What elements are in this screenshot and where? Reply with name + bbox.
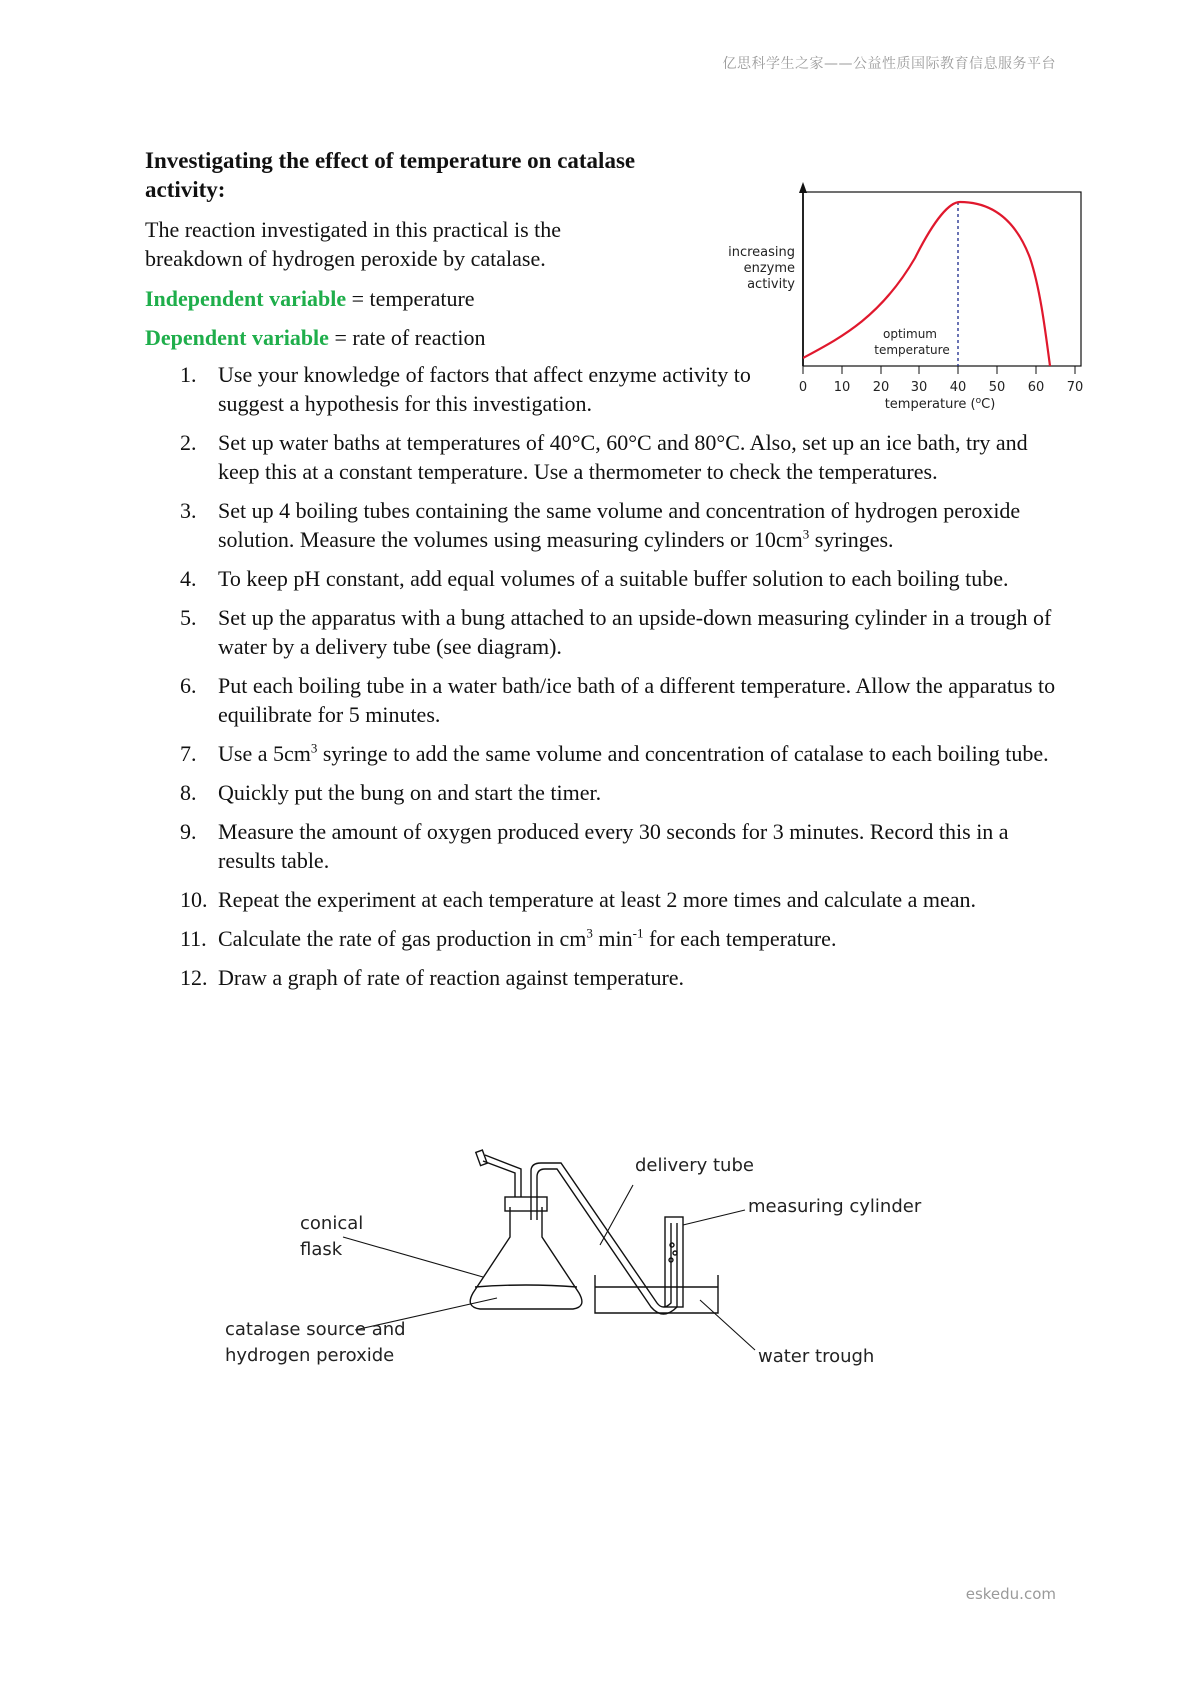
step-text: Use a 5cm	[218, 741, 311, 766]
y-axis-arrow-icon	[799, 182, 807, 193]
dependent-variable-label: Dependent variable	[145, 325, 329, 350]
dependent-variable	[145, 323, 486, 352]
x-tick-label: 10	[833, 380, 851, 395]
independent-variable	[145, 284, 475, 313]
y-axis-label	[728, 245, 795, 292]
superscript: 3	[802, 526, 810, 542]
apparatus-diagram	[215, 1125, 985, 1370]
step-number: 7.	[180, 741, 197, 766]
page-header: 亿思科学生之家——公益性质国际教育信息服务平台	[722, 56, 1056, 72]
optimum-label-line: optimum	[883, 327, 937, 341]
flask-liquid-line	[475, 1285, 577, 1287]
conical-flask-pointer	[343, 1237, 483, 1277]
step-text: Draw a graph of rate of reaction against temperature.	[218, 965, 685, 990]
conical-flask-label: flask	[300, 1239, 343, 1260]
y-axis-label-line: enzyme	[743, 261, 795, 276]
step-number: 5.	[180, 605, 197, 630]
step-number: 10.	[180, 887, 208, 912]
superscript: 3	[310, 740, 318, 756]
step-text: Quickly put the bung on and start the timer.	[218, 780, 602, 805]
step-item	[145, 739, 1065, 768]
step-text: syringe to add the same volume and concentration of catalase to each boiling tube.	[317, 741, 1049, 766]
step-text: To keep pH constant, add equal volumes of a suitable buffer solution to each boiling tube.	[218, 566, 1009, 591]
conical-flask	[470, 1207, 582, 1309]
water-trough	[595, 1275, 718, 1313]
x-ticks	[803, 366, 1075, 374]
conical-flask-label: conical	[300, 1213, 364, 1234]
water-trough-label: water trough	[758, 1346, 875, 1367]
step-number: 4.	[180, 566, 197, 591]
step-item	[145, 778, 1065, 807]
gas-bubble	[670, 1243, 674, 1247]
step-text: Set up 4 boiling tubes containing the same volume and concentration of hydrogen peroxide solution. Measure the volumes using measuring cylinders or 10cm	[218, 498, 1021, 552]
step-item	[145, 428, 1065, 486]
step-item	[145, 963, 1065, 992]
catalase-label: hydrogen peroxide	[225, 1345, 395, 1366]
delivery-tube-pointer	[600, 1185, 633, 1245]
step-item	[145, 885, 1065, 914]
x-tick-labels	[799, 380, 1083, 395]
step-text: Use your knowledge of factors that affect enzyme activity to suggest a hypothesis for this investigation.	[218, 362, 751, 416]
x-tick-label: 20	[872, 380, 890, 395]
superscript: 3	[586, 925, 593, 941]
apparatus-labels	[225, 1155, 922, 1367]
delivery-tube-label: delivery tube	[635, 1155, 754, 1176]
step-text: Repeat the experiment at each temperature at least 2 more times and calculate a mean.	[218, 887, 977, 912]
step-text: syringes.	[809, 527, 894, 552]
step-text: min	[592, 926, 633, 951]
section-title: Investigating the effect of temperature on catalase activity:	[145, 148, 636, 202]
measuring-cylinder-pointer	[683, 1210, 745, 1225]
measuring-cylinder	[665, 1217, 683, 1307]
delivery-tube-inner	[537, 1169, 677, 1314]
step-item	[145, 564, 1065, 593]
x-tick-label: 30	[910, 380, 928, 395]
step-item	[145, 817, 1065, 875]
y-axis-label-line: activity	[747, 277, 795, 292]
step-text: Calculate the rate of gas production in cm	[218, 926, 587, 951]
catalase-label: catalase source and	[225, 1319, 406, 1340]
intro-paragraph: The reaction investigated in this practical is the breakdown of hydrogen peroxide by catalase.	[145, 217, 562, 271]
step-text: Put each boiling tube in a water bath/ice bath of a different temperature. Allow the apparatus to equilibrate for 5 minutes.	[218, 673, 1056, 727]
step-item	[145, 360, 778, 418]
activity-curve	[803, 202, 1050, 366]
optimum-label-line: temperature	[874, 343, 950, 357]
enzyme-activity-graph	[710, 178, 1100, 418]
step-item	[145, 603, 1065, 661]
step-number: 12.	[180, 965, 208, 990]
x-tick-label: 0	[798, 380, 808, 395]
step-text: Measure the amount of oxygen produced every 30 seconds for 3 minutes. Record this in a results table.	[218, 819, 1009, 873]
bung	[505, 1197, 547, 1211]
gas-bubble	[673, 1251, 677, 1255]
step-text: for each temperature.	[643, 926, 837, 951]
step-text: Set up the apparatus with a bung attached to an upside-down measuring cylinder in a trough of water by a delivery tube (see diagram).	[218, 605, 1052, 659]
measuring-cylinder-label: measuring cylinder	[748, 1196, 922, 1217]
step-number: 9.	[180, 819, 197, 844]
step-number: 8.	[180, 780, 197, 805]
step-item	[145, 924, 1065, 953]
step-number: 3.	[180, 498, 197, 523]
step-number: 2.	[180, 430, 197, 455]
step-number: 11.	[180, 926, 207, 951]
step-text: Set up water baths at temperatures of 40°C, 60°C and 80°C. Also, set up an ice bath, try and keep this at a constant temperature. Use a thermometer to check the temperatures.	[218, 430, 1028, 484]
optimum-label	[874, 327, 949, 357]
step-number: 6.	[180, 673, 197, 698]
y-axis-label-line: increasing	[728, 245, 795, 260]
x-tick-label: 60	[1027, 380, 1045, 395]
x-tick-label: 50	[988, 380, 1006, 395]
x-tick-label: 40	[949, 380, 967, 395]
method-steps	[145, 360, 1065, 1002]
x-tick-label: 70	[1066, 380, 1084, 395]
plot-frame	[803, 192, 1081, 366]
step-item	[145, 496, 1065, 554]
superscript: -1	[632, 925, 644, 941]
independent-variable-label: Independent variable	[145, 286, 347, 311]
x-axis-label: temperature ($^o$C)	[884, 396, 996, 412]
thistle-tube	[483, 1161, 515, 1197]
independent-variable-value: = temperature	[346, 286, 475, 311]
page-footer: eskedu.com	[965, 1585, 1056, 1603]
water-trough-pointer	[700, 1300, 755, 1350]
step-number: 1.	[180, 362, 197, 387]
step-item	[145, 671, 1065, 729]
dependent-variable-value: = rate of reaction	[328, 325, 486, 350]
tube-end	[476, 1150, 487, 1166]
